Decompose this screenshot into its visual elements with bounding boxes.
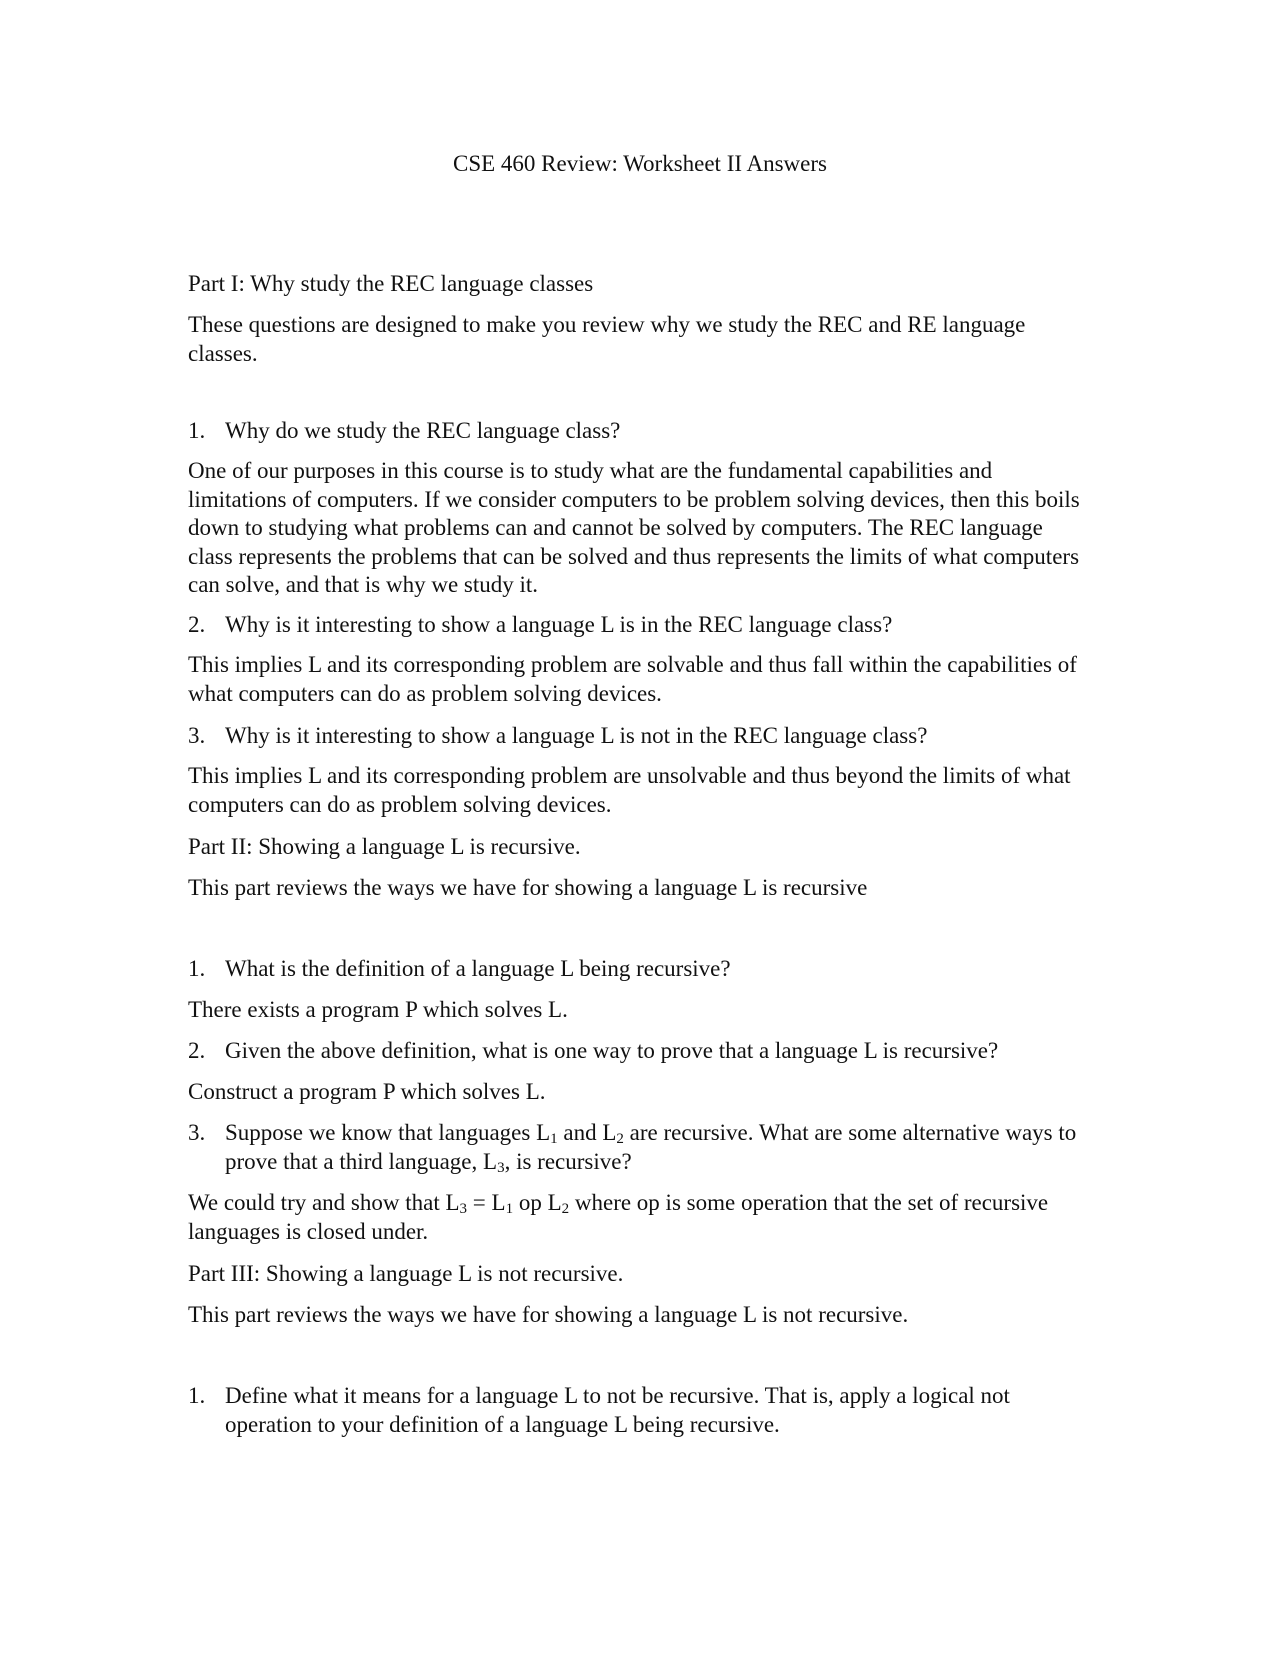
part2-answer-3: We could try and show that $L_3 = L_1$ op $L_2$ where op is some operation that the set of recursive languages is closed under. xyxy=(188,1190,1049,1244)
part2-question-3 xyxy=(188,1119,1088,1176)
part2-answer-1: There exists a program P which solves L. xyxy=(188,997,568,1022)
question-text: Define what it means for a language L to not be recursive. That is, apply a logical not operation to your definition of a language L being recursive. xyxy=(225,1383,1010,1437)
part3-question-1 xyxy=(188,1382,1088,1439)
question-text: Why is it interesting to show a language L is not in the REC language class? xyxy=(225,723,928,748)
part1-question-1 xyxy=(188,417,1088,446)
question-number: 3. xyxy=(188,723,206,748)
question-text: Given the above definition, what is one way to prove that a language L is recursive? xyxy=(225,1038,999,1063)
part1-question-3 xyxy=(188,722,1088,751)
question-text: What is the definition of a language L being recursive? xyxy=(225,956,731,981)
part1-intro: These questions are designed to make you review why we study the REC and RE language classes. xyxy=(188,312,1026,366)
question-number: 1. xyxy=(188,418,206,443)
part2-answer-2: Construct a program P which solves L. xyxy=(188,1079,546,1104)
part2-question-2 xyxy=(188,1037,1088,1066)
question-text: Why is it interesting to show a language L is in the REC language class? xyxy=(225,612,893,637)
document-title: CSE 460 Review: Worksheet II Answers xyxy=(453,151,827,176)
part1-heading: Part I: Why study the REC language classes xyxy=(188,271,594,296)
part1-question-2 xyxy=(188,611,1088,640)
part3-heading: Part III: Showing a language L is not recursive. xyxy=(188,1261,624,1286)
question-number: 1. xyxy=(188,956,206,981)
part1-answer-2: This implies L and its corresponding problem are solvable and thus fall within the capabilities of what computers can do as problem solving devices. xyxy=(188,652,1077,706)
part2-question-1 xyxy=(188,955,1088,984)
part1-answer-1: One of our purposes in this course is to study what are the fundamental capabilities and limitations of computers. If we consider computers to be problem solving devices, then this boils down to studying what problems can and cannot be solved by computers. The REC language class represents the problems that can be solved and thus represents the limits of what computers can solve, and that is why we study it. xyxy=(188,458,1080,597)
question-number: 3. xyxy=(188,1120,206,1145)
question-text: Suppose we know that languages $L_1$ and $L_2$ are recursive. What are some alternative ways to prove that a third language, $L_3$, is recursive? xyxy=(225,1120,1077,1176)
question-text: Why do we study the REC language class? xyxy=(225,418,621,443)
part2-intro: This part reviews the ways we have for showing a language L is recursive xyxy=(188,875,868,900)
question-number: 2. xyxy=(188,1038,206,1063)
question-number: 2. xyxy=(188,612,206,637)
part3-intro: This part reviews the ways we have for showing a language L is not recursive. xyxy=(188,1302,909,1327)
part2-heading: Part II: Showing a language L is recursive. xyxy=(188,834,581,859)
part1-answer-3: This implies L and its corresponding problem are unsolvable and thus beyond the limits of what computers can do as problem solving devices. xyxy=(188,763,1071,817)
question-number: 1. xyxy=(188,1383,206,1408)
